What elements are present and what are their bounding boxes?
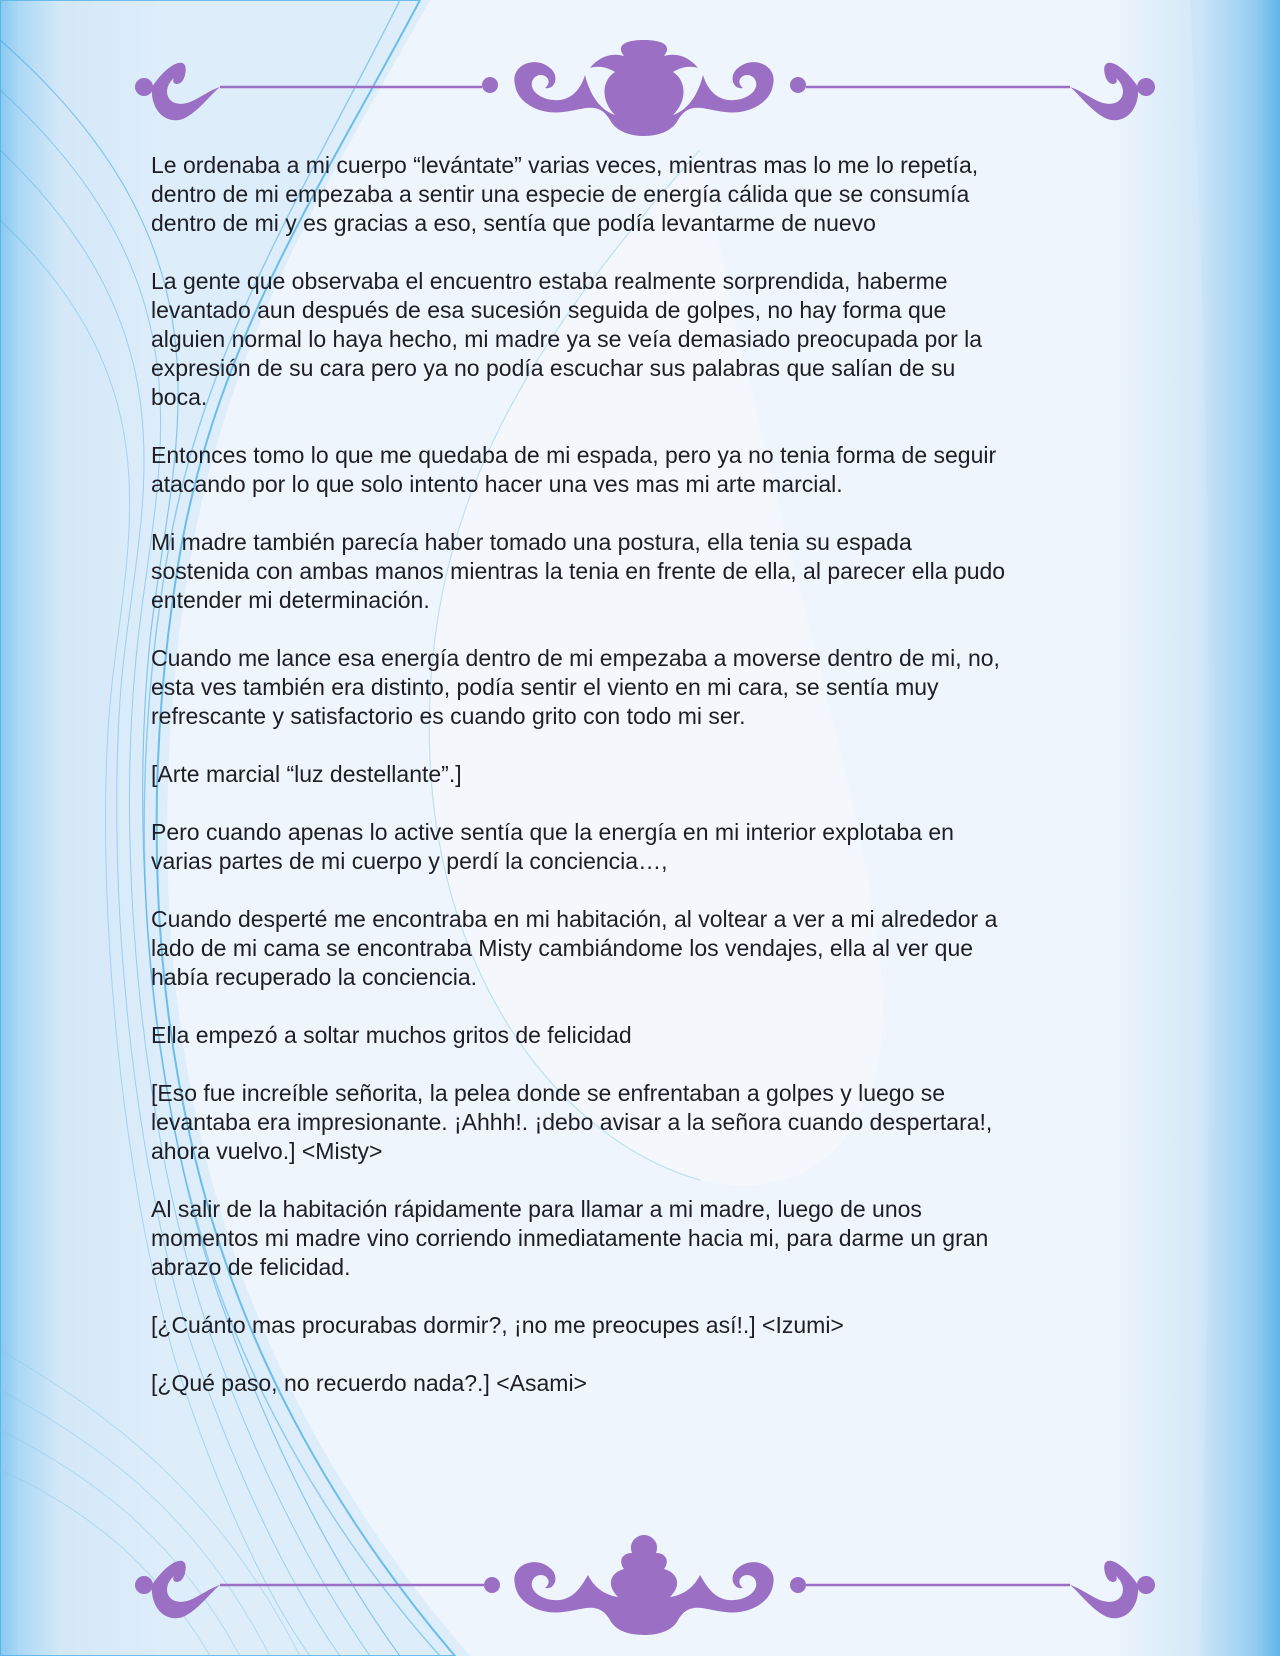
paragraph: Ella empezó a soltar muchos gritos de felicidad: [151, 1022, 632, 1048]
paragraph: [¿Cuánto mas procurabas dormir?, ¡no me preocupes así!.] <Izumi>: [151, 1312, 844, 1338]
paragraph: Cuando desperté me encontraba en mi habitación, al voltear a ver a mi alrededor a lado de mi cama se encontraba Misty cambiándome los vendajes, ella al ver que había recuperado la conciencia.: [151, 906, 998, 990]
paragraph: Pero cuando apenas lo active sentía que la energía en mi interior explotaba en varias partes de mi cuerpo y perdí la conciencia…,: [151, 819, 954, 874]
paragraph: [Arte marcial “luz destellante”.]: [151, 761, 462, 787]
paragraph: Cuando me lance esa energía dentro de mi empezaba a moverse dentro de mi, no, esta ves también era distinto, podía sentir el viento en mi cara, se sentía muy refrescante y satisfactorio es cuando grito con todo mi ser.: [151, 645, 1000, 729]
paragraph: La gente que observaba el encuentro estaba realmente sorprendida, haberme levantado aun después de esa sucesión seguida de golpes, no hay forma que alguien normal lo haya hecho, mi madre ya se veía demasiado preocupada por la expresión de su cara pero ya no podía escuchar sus palabras que salían de su boca.: [151, 268, 983, 410]
story-text: [151, 151, 1101, 1427]
paragraph: [Eso fue increíble señorita, la pelea donde se enfrentaban a golpes y luego se levantaba era impresionante. ¡Ahhh!. ¡debo avisar a la señora cuando despertara!, ahora vuelvo.] <Misty>: [151, 1080, 993, 1164]
paragraph: Le ordenaba a mi cuerpo “levántate” varias veces, mientras mas lo me lo repetía, dentro de mi empezaba a sentir una especie de energía cálida que se consumía dentro de mi y es gracias a eso, sentía que podía levantarme de nuevo: [151, 152, 979, 236]
top-ornament: [130, 40, 1160, 140]
paragraph: Entonces tomo lo que me quedaba de mi espada, pero ya no tenia forma de seguir atacando por lo que solo intento hacer una ves mas mi arte marcial.: [151, 442, 997, 497]
paragraph: [¿Qué paso, no recuerdo nada?.] <Asami>: [151, 1370, 587, 1396]
bottom-ornament: [130, 1535, 1160, 1635]
paragraph: Mi madre también parecía haber tomado una postura, ella tenia su espada sostenida con ambas manos mientras la tenia en frente de ella, al parecer ella pudo entender mi determinación.: [151, 529, 1006, 613]
paragraph: Al salir de la habitación rápidamente para llamar a mi madre, luego de unos momentos mi madre vino corriendo inmediatamente hacia mi, para darme un gran abrazo de felicidad.: [151, 1196, 989, 1280]
